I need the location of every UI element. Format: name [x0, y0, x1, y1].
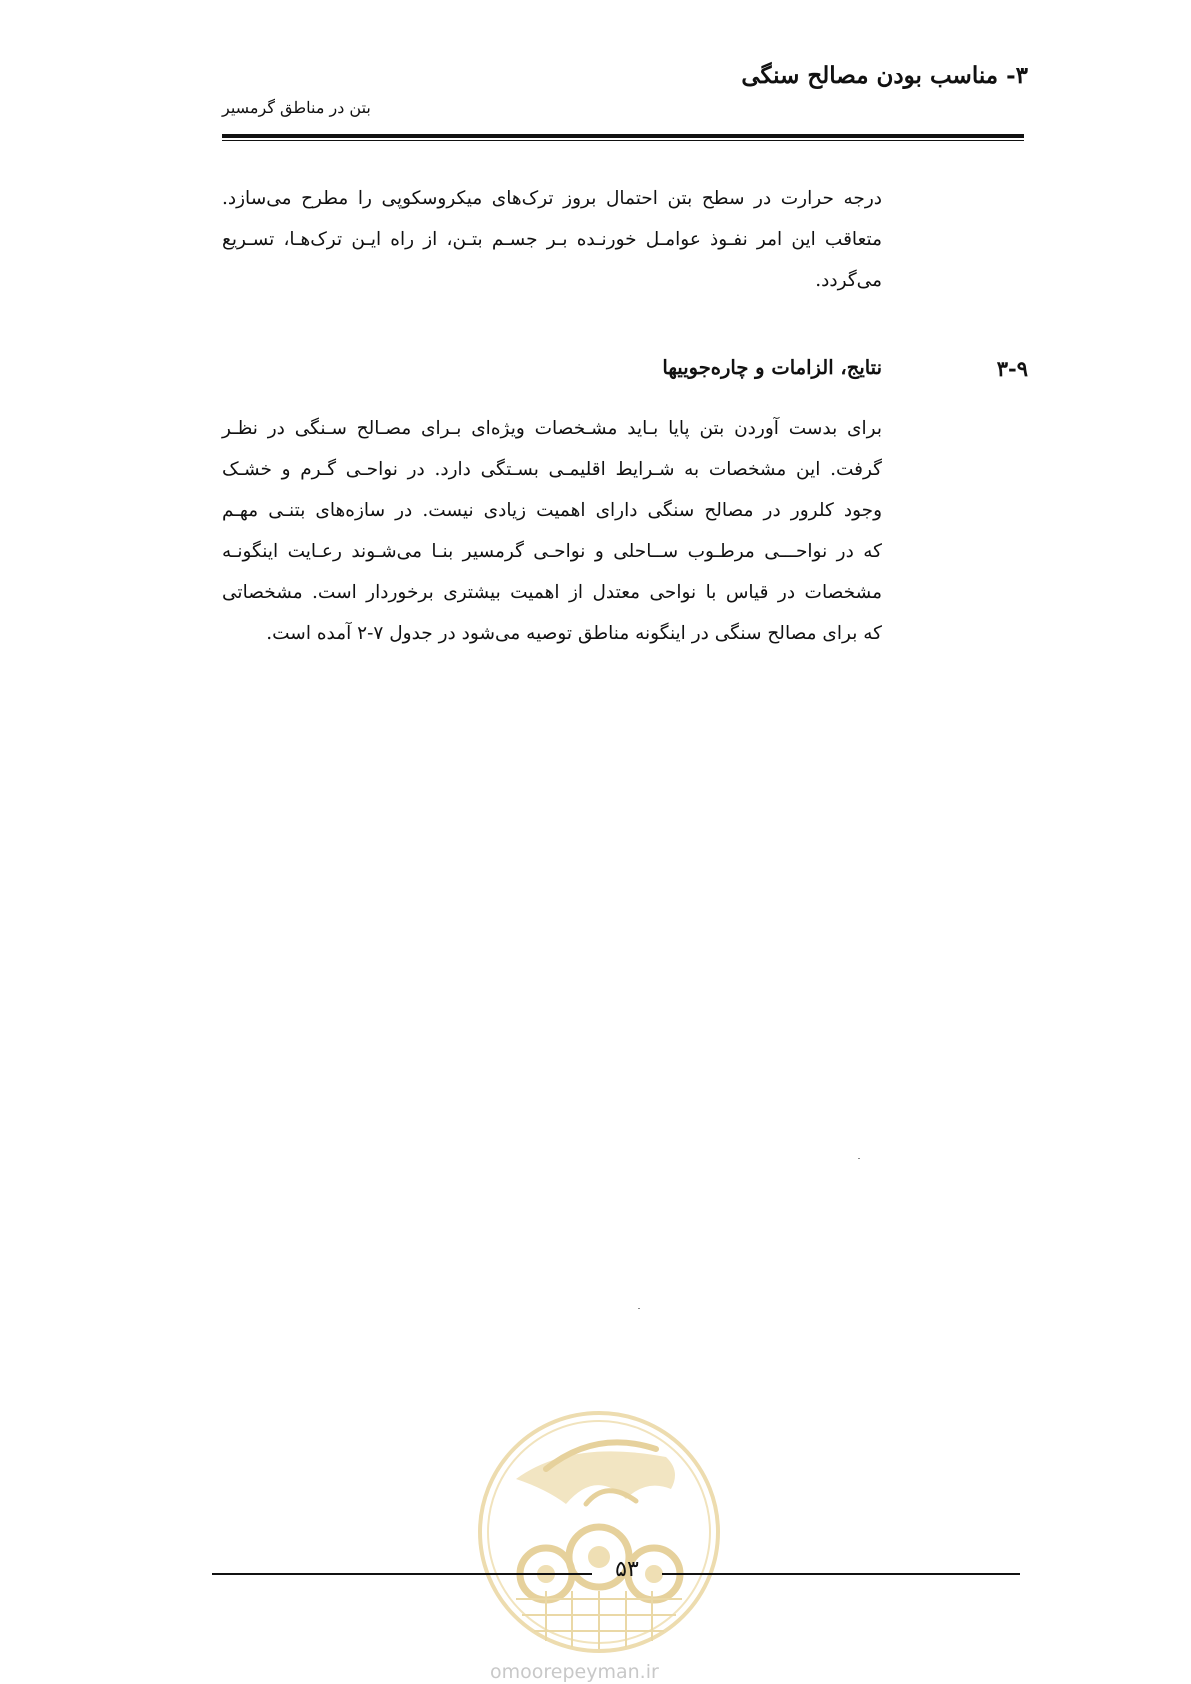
section-heading: نتایج، الزامات و چاره‌جوییها	[662, 356, 882, 379]
footer-rule	[662, 1573, 1020, 1575]
scan-speck	[638, 1308, 640, 1309]
scan-speck	[858, 1158, 860, 1159]
paragraph-line: متعاقب این امر نفـوذ عوامـل خورنـده بـر جسـم بتـن، از راه ایـن ترک‌هـا، تسـریع	[222, 229, 882, 250]
paragraph-line: مشخصات در قیاس با نواحی معتدل از اهمیت بیشتری برخوردار است. مشخصاتی	[222, 582, 882, 603]
header-rule	[222, 134, 1024, 138]
section-number: ۳-۹	[996, 356, 1028, 381]
paragraph-line: که برای مصالح سنگی در اینگونه مناطق توصیه می‌شود در جدول ۷-۲ آمده است.	[266, 623, 882, 644]
paragraph-line: که در نواحـــی مرطـوب ســاحلی و نواحـی گرمسیر بنـا می‌شـوند رعـایت اینگونـه	[222, 541, 882, 562]
paragraph-1	[222, 178, 882, 301]
paragraph-line: می‌گردد.	[815, 270, 882, 291]
watermark-logo	[476, 1409, 722, 1655]
page-number: ۵۳	[615, 1557, 639, 1582]
book-title: بتن در مناطق گرمسیر	[222, 98, 371, 117]
header-rule-thin	[222, 140, 1024, 141]
watermark-site: omoorepeyman.ir	[490, 1661, 659, 1683]
chapter-title: ۳- مناسب بودن مصالح سنگی	[741, 62, 1028, 89]
paragraph-line: وجود کلرور در مصالح سنگی دارای اهمیت زیادی نیست. در سازه‌های بتنـی مهـم	[222, 500, 882, 521]
paragraph-line: برای بدست آوردن بتن پایا بـاید مشـخصات ویژه‌ای بـرای مصـالح سـنگی در نظـر	[222, 418, 882, 439]
paragraph-line: گرفت. این مشخصات به شـرایط اقلیمـی بسـتگی دارد. در نواحـی گـرم و خشـک	[222, 459, 882, 480]
paragraph-2	[222, 408, 882, 654]
footer-rule	[212, 1573, 592, 1575]
paragraph-line: درجه حرارت در سطح بتن احتمال بروز ترک‌های میکروسکوپی را مطرح می‌سازد.	[222, 188, 882, 209]
